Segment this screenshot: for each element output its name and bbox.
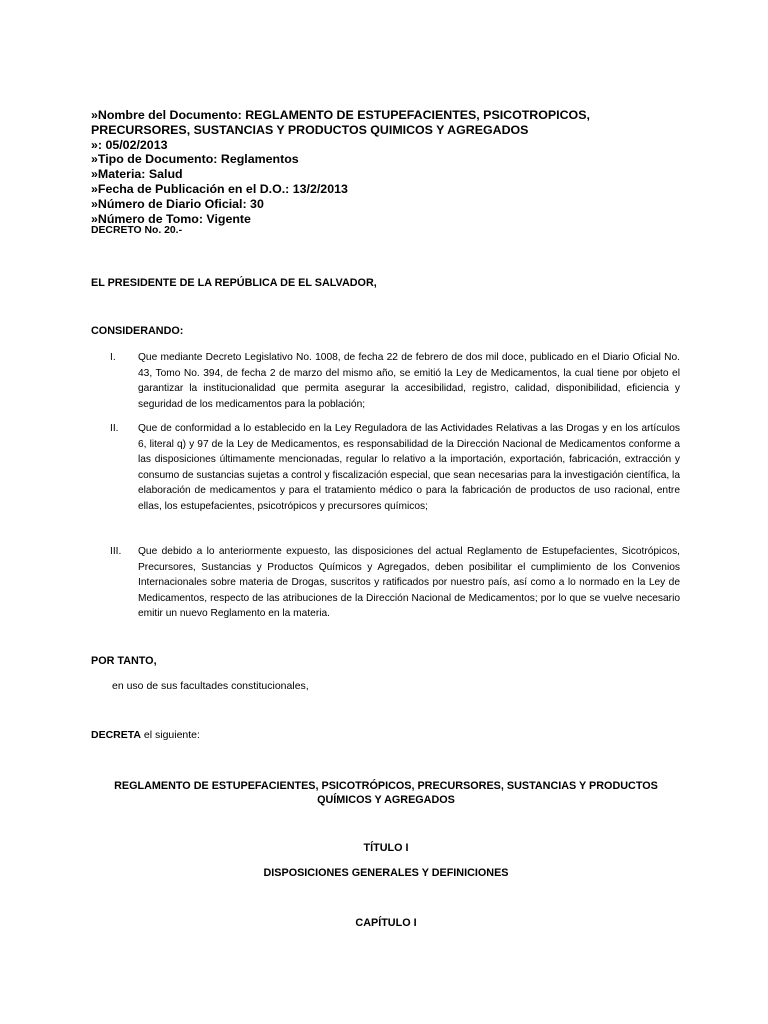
- item-text: Que mediante Decreto Legislativo No. 1008, de fecha 22 de febrero de dos mil doce, publicado en el Diario Oficial No. 43, Tomo No. 394, de fecha 2 de marzo del mismo año, se emitió la Ley de Medicamentos, la cual tiene por objeto el garantizar la institucionalidad que permita asegurar la accesibilidad, registro, calidad, disponibilidad, eficiencia y seguridad de los medicamentos para la población;: [138, 352, 680, 410]
- considerando-item-3: [110, 544, 680, 622]
- item-text: Que de conformidad a lo establecido en la Ley Reguladora de las Actividades Relativas a las Drogas y en los artículos 6, literal q) y 97 de la Ley de Medicamentos, es responsabilidad de la Dirección Nacional de Medicamentos conforme a las disposiciones últimamente mencionadas, regular lo relativo a la importación, exportación, fabricación, extracción y consumo de sustancias sujetas a control y fiscalización especial, que sean necesarias para la investigación científica, la elaboración de medicamentos y para el tratamiento médico o para la fabricación de productos de uso racional, entre ellas, los estupefacientes, psicotrópicos y precursores químicos;: [138, 423, 680, 512]
- document-name-line-1: »Nombre del Documento: REGLAMENTO DE ESTUPEFACIENTES, PSICOTROPICOS,: [91, 108, 590, 122]
- considerando-heading: CONSIDERANDO:: [91, 325, 184, 337]
- item-number: I.: [110, 352, 116, 363]
- president-heading: EL PRESIDENTE DE LA REPÚBLICA DE EL SALVADOR,: [91, 277, 377, 289]
- volume-number: »Número de Tomo: Vigente: [91, 211, 251, 226]
- publication-date: »Fecha de Publicación en el D.O.: 13/2/2013: [91, 181, 348, 196]
- chapter-heading: CAPÍTULO I: [355, 917, 417, 929]
- document-name-line-2: PRECURSORES, SUSTANCIAS Y PRODUCTOS QUIMICOS Y AGREGADOS: [91, 122, 529, 137]
- document-subject: »Materia: Salud: [91, 167, 183, 182]
- regulation-title-line-2: QUÍMICOS Y AGREGADOS: [317, 794, 455, 806]
- official-journal-number: »Número de Diario Oficial: 30: [91, 196, 264, 211]
- decreta-label: DECRETA: [91, 729, 141, 741]
- considerando-item-2: [110, 421, 680, 514]
- regulation-title-line-1: REGLAMENTO DE ESTUPEFACIENTES, PSICOTRÓPICOS, PRECURSORES, SUSTANCIAS Y PRODUCTOS: [114, 780, 658, 792]
- document-date: »: 05/02/2013: [91, 137, 168, 152]
- item-text: Que debido a lo anteriormente expuesto, las disposiciones del actual Reglamento de Estupefacientes, Sicotrópicos, Precursores, Sustancias y Productos Químicos y Agregados, deben posibilitar el cumplimiento de los Convenios Internacionales sobre materia de Drogas, suscritos y ratificados por nuestro país, así como a lo normado en la Ley de Medicamentos, respecto de las atribuciones de la Dirección Nacional de Medicamentos; por lo que se vuelve necesario emitir un nuevo Reglamento en la materia.: [138, 546, 680, 619]
- decree-number: DECRETO No. 20.-: [91, 225, 183, 236]
- title-heading: TÍTULO I: [363, 842, 409, 854]
- decreta-rest: el siguiente:: [140, 729, 200, 741]
- decreta-line: [91, 729, 200, 741]
- considerando-item-1: [110, 350, 680, 412]
- item-number: III.: [110, 546, 122, 557]
- document-metadata: [91, 108, 691, 226]
- document-type: »Tipo de Documento: Reglamentos: [91, 152, 299, 167]
- facultades-text: en uso de sus facultades constitucionales,: [112, 680, 309, 692]
- general-provisions-heading: DISPOSICIONES GENERALES Y DEFINICIONES: [263, 867, 509, 879]
- por-tanto-heading: POR TANTO,: [91, 655, 157, 667]
- item-number: II.: [110, 423, 119, 434]
- regulation-title: [91, 779, 681, 807]
